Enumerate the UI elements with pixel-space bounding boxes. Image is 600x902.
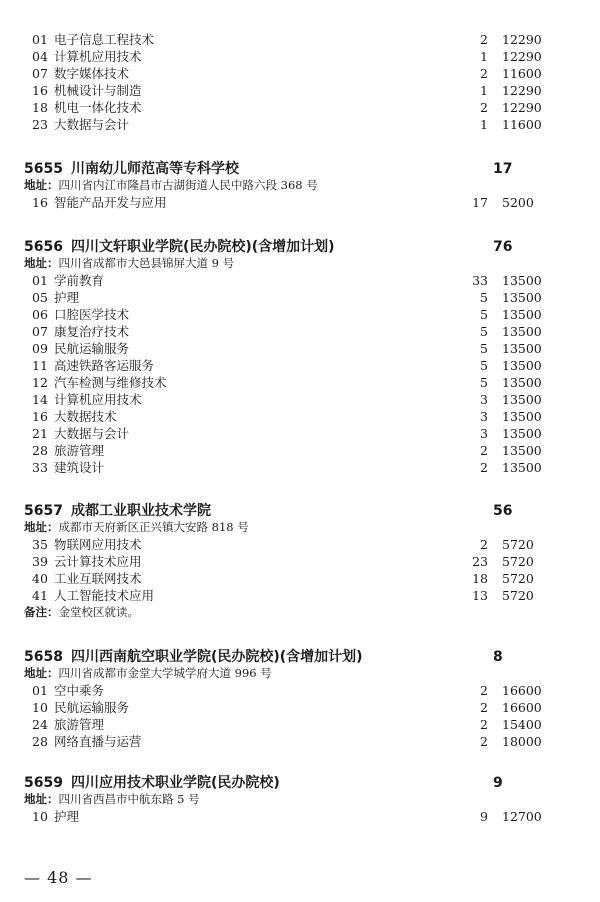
address-label: 地址： bbox=[24, 792, 59, 806]
major-name: 护理 bbox=[54, 290, 80, 305]
address-text: 四川省西昌市中航东路 5 号 bbox=[58, 792, 200, 806]
major-row bbox=[0, 272, 600, 289]
major-count: 23 bbox=[472, 554, 488, 569]
major-count: 2 bbox=[480, 66, 488, 81]
major-row bbox=[0, 699, 600, 716]
school-total: 8 bbox=[493, 649, 503, 665]
major-fee: 13500 bbox=[502, 392, 542, 407]
major-count: 17 bbox=[472, 195, 488, 210]
major-count: 5 bbox=[480, 307, 488, 322]
major-count: 9 bbox=[480, 809, 488, 824]
major-count: 2 bbox=[480, 537, 488, 552]
major-count: 5 bbox=[480, 341, 488, 356]
major-code: 01 bbox=[32, 32, 48, 47]
major-count: 3 bbox=[480, 426, 488, 441]
major-fee: 12290 bbox=[502, 100, 542, 115]
continued-major-row bbox=[0, 65, 600, 82]
page-number: — 48 — bbox=[24, 868, 93, 887]
major-row bbox=[0, 808, 600, 825]
major-name: 大数据与会计 bbox=[54, 426, 130, 441]
major-row bbox=[0, 570, 600, 587]
major-row bbox=[0, 442, 600, 459]
address-label: 地址： bbox=[24, 178, 59, 192]
major-name: 计算机应用技术 bbox=[54, 49, 142, 64]
major-count: 2 bbox=[480, 700, 488, 715]
school-address bbox=[24, 177, 318, 193]
major-fee: 5720 bbox=[502, 537, 534, 552]
school-code: 5658 bbox=[24, 649, 63, 665]
major-name: 康复治疗技术 bbox=[54, 324, 130, 339]
major-count: 5 bbox=[480, 290, 488, 305]
major-name: 大数据技术 bbox=[54, 409, 117, 424]
major-count: 33 bbox=[472, 273, 488, 288]
major-count: 2 bbox=[480, 717, 488, 732]
major-code: 16 bbox=[32, 195, 48, 210]
major-fee: 13500 bbox=[502, 460, 542, 475]
major-fee: 11600 bbox=[502, 66, 542, 81]
major-row bbox=[0, 323, 600, 340]
major-code: 05 bbox=[32, 290, 48, 305]
major-code: 14 bbox=[32, 392, 48, 407]
major-count: 1 bbox=[480, 49, 488, 64]
school-total: 56 bbox=[493, 503, 513, 519]
major-row bbox=[0, 194, 600, 211]
major-name: 民航运输服务 bbox=[54, 700, 130, 715]
address-label: 地址： bbox=[24, 256, 59, 270]
school-code: 5655 bbox=[24, 161, 63, 177]
major-fee: 5720 bbox=[502, 571, 534, 586]
major-name: 网络直播与运营 bbox=[54, 734, 142, 749]
address-text: 四川省成都市金堂大学城学府大道 996 号 bbox=[58, 666, 272, 680]
major-code: 10 bbox=[32, 700, 48, 715]
school-name: 成都工业职业技术学院 bbox=[70, 503, 211, 519]
major-fee: 13500 bbox=[502, 426, 542, 441]
major-code: 06 bbox=[32, 307, 48, 322]
major-count: 13 bbox=[472, 588, 488, 603]
major-code: 40 bbox=[32, 571, 48, 586]
major-code: 39 bbox=[32, 554, 48, 569]
major-code: 04 bbox=[32, 49, 48, 64]
major-name: 旅游管理 bbox=[54, 443, 105, 458]
major-row bbox=[0, 289, 600, 306]
school-code: 5657 bbox=[24, 503, 63, 519]
major-fee: 13500 bbox=[502, 409, 542, 424]
address-label: 地址： bbox=[24, 666, 59, 680]
major-count: 5 bbox=[480, 358, 488, 373]
major-name: 大数据与会计 bbox=[54, 117, 130, 132]
major-row bbox=[0, 374, 600, 391]
major-row bbox=[0, 733, 600, 750]
continued-major-row bbox=[0, 82, 600, 99]
school-address bbox=[24, 519, 249, 535]
major-name: 机械设计与制造 bbox=[54, 83, 142, 98]
address-text: 成都市天府新区正兴镇大安路 818 号 bbox=[58, 520, 249, 534]
major-code: 01 bbox=[32, 683, 48, 698]
major-name: 计算机应用技术 bbox=[54, 392, 142, 407]
school-total: 17 bbox=[493, 161, 513, 177]
major-code: 21 bbox=[32, 426, 48, 441]
address-text: 四川省成都市大邑县锦屏大道 9 号 bbox=[58, 256, 235, 270]
major-fee: 5200 bbox=[502, 195, 534, 210]
major-fee: 16600 bbox=[502, 700, 542, 715]
major-row bbox=[0, 408, 600, 425]
major-code: 28 bbox=[32, 443, 48, 458]
note-text: 金堂校区就读。 bbox=[58, 605, 139, 619]
school-address bbox=[24, 255, 234, 271]
major-name: 建筑设计 bbox=[54, 460, 105, 475]
major-name: 机电一体化技术 bbox=[54, 100, 142, 115]
major-code: 33 bbox=[32, 460, 48, 475]
major-name: 智能产品开发与应用 bbox=[54, 195, 167, 210]
major-name: 数字媒体技术 bbox=[54, 66, 130, 81]
major-name: 口腔医学技术 bbox=[54, 307, 130, 322]
major-code: 16 bbox=[32, 409, 48, 424]
major-code: 07 bbox=[32, 324, 48, 339]
major-fee: 18000 bbox=[502, 734, 542, 749]
major-name: 物联网应用技术 bbox=[54, 537, 142, 552]
major-fee: 13500 bbox=[502, 290, 542, 305]
major-code: 11 bbox=[32, 358, 48, 373]
school-address bbox=[24, 665, 272, 681]
school-name: 川南幼儿师范高等专科学校 bbox=[70, 161, 239, 177]
major-fee: 11600 bbox=[502, 117, 542, 132]
major-code: 10 bbox=[32, 809, 48, 824]
major-name: 汽车检测与维修技术 bbox=[54, 375, 167, 390]
major-count: 1 bbox=[480, 83, 488, 98]
school-name: 四川应用技术职业学院(民办院校) bbox=[70, 775, 280, 791]
major-code: 24 bbox=[32, 717, 48, 732]
major-name: 民航运输服务 bbox=[54, 341, 130, 356]
address-text: 四川省内江市隆昌市古湖街道人民中路六段 368 号 bbox=[58, 178, 318, 192]
major-fee: 12290 bbox=[502, 32, 542, 47]
major-count: 5 bbox=[480, 324, 488, 339]
major-row bbox=[0, 716, 600, 733]
major-row bbox=[0, 587, 600, 604]
major-fee: 13500 bbox=[502, 375, 542, 390]
major-code: 41 bbox=[32, 588, 48, 603]
continued-major-row bbox=[0, 31, 600, 48]
major-fee: 13500 bbox=[502, 443, 542, 458]
major-name: 学前教育 bbox=[54, 273, 105, 288]
major-name: 旅游管理 bbox=[54, 717, 105, 732]
major-name: 护理 bbox=[54, 809, 80, 824]
major-fee: 13500 bbox=[502, 358, 542, 373]
major-name: 高速铁路客运服务 bbox=[54, 358, 155, 373]
continued-major-row bbox=[0, 116, 600, 133]
major-code: 18 bbox=[32, 100, 48, 115]
major-row bbox=[0, 357, 600, 374]
major-row bbox=[0, 459, 600, 476]
school-name: 四川文轩职业学院(民办院校)(含增加计划) bbox=[70, 239, 335, 255]
major-count: 2 bbox=[480, 683, 488, 698]
major-fee: 5720 bbox=[502, 554, 534, 569]
major-code: 01 bbox=[32, 273, 48, 288]
major-fee: 12290 bbox=[502, 83, 542, 98]
note-label: 备注： bbox=[24, 605, 59, 619]
major-name: 电子信息工程技术 bbox=[54, 32, 155, 47]
major-name: 空中乘务 bbox=[54, 683, 105, 698]
major-fee: 5720 bbox=[502, 588, 534, 603]
major-count: 2 bbox=[480, 460, 488, 475]
major-count: 1 bbox=[480, 117, 488, 132]
major-code: 16 bbox=[32, 83, 48, 98]
major-fee: 12290 bbox=[502, 49, 542, 64]
major-row bbox=[0, 391, 600, 408]
school-code: 5656 bbox=[24, 239, 63, 255]
major-code: 07 bbox=[32, 66, 48, 81]
major-count: 2 bbox=[480, 443, 488, 458]
major-fee: 13500 bbox=[502, 273, 542, 288]
major-count: 3 bbox=[480, 409, 488, 424]
address-label: 地址： bbox=[24, 520, 59, 534]
major-fee: 12700 bbox=[502, 809, 542, 824]
continued-major-row bbox=[0, 99, 600, 116]
school-name: 四川西南航空职业学院(民办院校)(含增加计划) bbox=[70, 649, 363, 665]
school-address bbox=[24, 791, 200, 807]
major-count: 18 bbox=[472, 571, 488, 586]
major-row bbox=[0, 340, 600, 357]
major-fee: 13500 bbox=[502, 341, 542, 356]
major-row bbox=[0, 553, 600, 570]
major-row bbox=[0, 306, 600, 323]
major-fee: 15400 bbox=[502, 717, 542, 732]
continued-major-row bbox=[0, 48, 600, 65]
school-note bbox=[24, 604, 139, 620]
major-row bbox=[0, 425, 600, 442]
school-code: 5659 bbox=[24, 775, 63, 791]
major-count: 2 bbox=[480, 100, 488, 115]
major-fee: 13500 bbox=[502, 324, 542, 339]
major-code: 28 bbox=[32, 734, 48, 749]
major-code: 09 bbox=[32, 341, 48, 356]
major-name: 云计算技术应用 bbox=[54, 554, 142, 569]
major-count: 2 bbox=[480, 734, 488, 749]
major-name: 工业互联网技术 bbox=[54, 571, 142, 586]
major-code: 35 bbox=[32, 537, 48, 552]
major-code: 12 bbox=[32, 375, 48, 390]
major-row bbox=[0, 536, 600, 553]
major-fee: 13500 bbox=[502, 307, 542, 322]
major-name: 人工智能技术应用 bbox=[54, 588, 155, 603]
major-count: 2 bbox=[480, 32, 488, 47]
major-code: 23 bbox=[32, 117, 48, 132]
major-count: 3 bbox=[480, 392, 488, 407]
school-total: 9 bbox=[493, 775, 503, 791]
major-row bbox=[0, 682, 600, 699]
major-fee: 16600 bbox=[502, 683, 542, 698]
school-total: 76 bbox=[493, 239, 513, 255]
major-count: 5 bbox=[480, 375, 488, 390]
